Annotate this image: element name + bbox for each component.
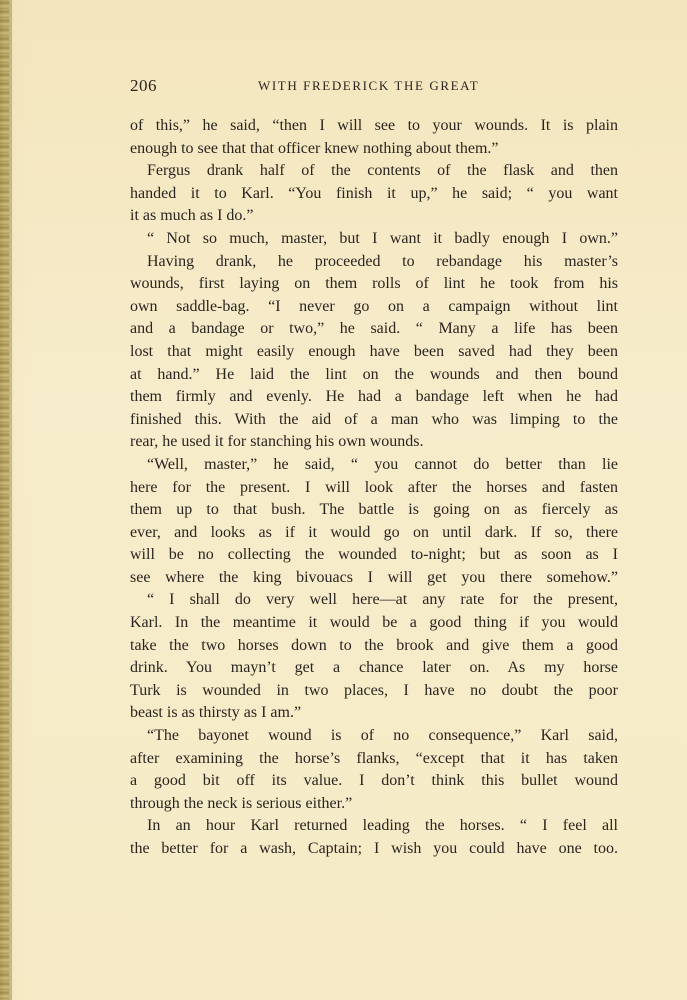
text-line: Turk is wounded in two places, I have no doubt the poor (130, 681, 618, 699)
text-line: handed it to Karl. “You finish it up,” he said; “ you want (130, 184, 618, 202)
text-line: In an hour Karl returned leading the horses. “ I feel all (147, 817, 618, 835)
text-line: “ Not so much, master, but I want it badly enough I own.” (147, 229, 618, 247)
text-line: “The bayonet wound is of no consequence,” Karl said, (147, 727, 618, 745)
text-line: them up to that bush. The battle is going on as fiercely as (130, 501, 618, 519)
text-line: through the neck is serious either.” (130, 794, 353, 812)
text-line: see where the king bivouacs I will get you there somehow.” (130, 568, 618, 586)
text-line: Fergus drank half of the contents of the flask and then (147, 162, 618, 180)
text-line: Having drank, he proceeded to rebandage his master’s (147, 252, 618, 270)
text-line: of this,” he said, “then I will see to your wounds. It is plain (130, 117, 618, 134)
text-line: rear, he used it for stanching his own wounds. (130, 433, 424, 451)
page-header (130, 76, 618, 98)
page-binding (0, 0, 9, 1000)
text-line: will be no collecting the wounded to-night; but as soon as I (130, 546, 618, 564)
text-line: “Well, master,” he said, “ you cannot do better than lie (147, 455, 618, 473)
text-line: take the two horses down to the brook and give them a good (130, 636, 618, 654)
page-number: 206 (130, 76, 157, 95)
running-title: WITH FREDERICK THE GREAT (258, 78, 480, 93)
text-line: here for the present. I will look after the horses and fasten (130, 478, 618, 496)
text-line: ever, and looks as if it would go on until dark. If so, there (130, 523, 618, 541)
text-line: a good bit off its value. I don’t think this bullet wound (130, 772, 618, 790)
text-line: drink. You mayn’t get a chance later on. As my horse (130, 659, 618, 677)
body-text (130, 115, 618, 861)
text-line: Karl. In the meantime it would be a good thing if you would (130, 614, 618, 632)
text-line: “ I shall do very well here—at any rate for the present, (147, 591, 618, 609)
text-line: after examining the horse’s flanks, “except that it has taken (130, 749, 618, 767)
binding-edge (9, 0, 12, 1000)
text-line: enough to see that that officer knew nothing about them.” (130, 139, 499, 157)
text-line: lost that might easily enough have been saved had they been (130, 342, 618, 360)
text-line: and a bandage or two,” he said. “ Many a life has been (130, 320, 618, 338)
text-line: own saddle-bag. “I never go on a campaign without lint (130, 297, 618, 315)
text-line: it as much as I do.” (130, 207, 254, 225)
text-line: finished this. With the aid of a man who was limping to the (130, 410, 618, 428)
text-line: the better for a wash, Captain; I wish you could have one too. (130, 840, 618, 857)
text-line: beast is as thirsty as I am.” (130, 704, 302, 722)
text-line: wounds, first laying on them rolls of lint he took from his (130, 275, 618, 293)
text-line: them firmly and evenly. He had a bandage left when he had (130, 388, 618, 406)
text-line: at hand.” He laid the lint on the wounds and then bound (130, 365, 618, 383)
